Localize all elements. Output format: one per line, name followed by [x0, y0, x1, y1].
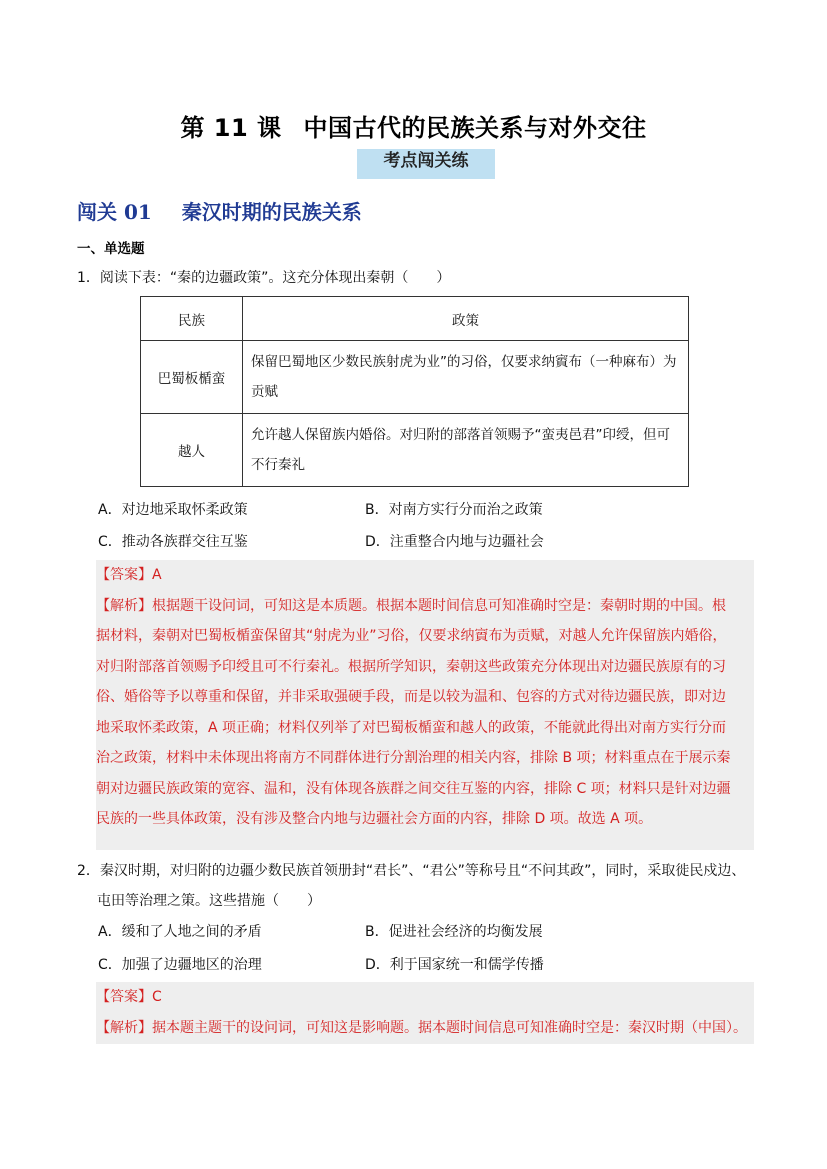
option-b: B．促进社会经济的均衡发展 [365, 924, 543, 940]
answer-block-2 [96, 982, 754, 1044]
option-c: C．推动各族群交往互鉴 [98, 534, 248, 550]
answer-tag: 【答案】 [96, 989, 152, 1005]
analysis-tag: 【解析】 [96, 597, 152, 614]
analysis-line [96, 591, 754, 622]
answer-value: A [152, 567, 162, 583]
section-heading [77, 196, 362, 225]
question-stem-line: 屯田等治理之策。这些措施（ ） [97, 893, 321, 909]
analysis-line: 对归附部落首领赐予印绶且可不行秦礼。根据所学知识，秦朝这些政策充分体现出对边疆民族原有的习 [96, 658, 726, 675]
table-row [141, 414, 689, 487]
option-a: A．对边地采取怀柔政策 [98, 502, 248, 518]
analysis-tag: 【解析】 [96, 1019, 152, 1036]
table-cell-policy: 保留巴蜀地区少数民族射虎为业”的习俗，仅要求纳賨布（一种麻布）为贡赋 [243, 341, 689, 414]
subtitle-badge: 考点闯关练 [357, 149, 495, 179]
analysis-line: 民族的一些具体政策，没有涉及整合内地与边疆社会方面的内容，排除 D 项。故选 A 项。 [96, 811, 653, 827]
analysis-text: 根据题干设问词，可知这是本质题。根据本题时间信息可知准确时空是：秦朝时期的中国。根 [152, 597, 726, 614]
answer-line [96, 560, 754, 591]
option-d: D．利于国家统一和儒学传播 [365, 957, 544, 973]
option-c: C．加强了边疆地区的治理 [98, 957, 262, 973]
analysis-text: 据本题主题干的设问词，可知这是影响题。据本题时间信息可知准确时空是：秦汉时期（中国）。 [152, 1019, 747, 1036]
analysis-line: 朝对边疆民族政策的宽容、温和，没有体现各族群之间交往互鉴的内容，排除 C 项；材料只是针对边疆 [96, 780, 731, 797]
table-cell-policy: 允许越人保留族内婚俗。对归附的部落首领赐予“蛮夷邑君”印绶，但可不行秦礼 [243, 414, 689, 487]
page-title [0, 108, 827, 143]
answer-tag: 【答案】 [96, 567, 152, 583]
section-number: 闯关 01 [77, 200, 152, 224]
answer-value: C [152, 989, 162, 1005]
table-header-people: 民族 [141, 297, 243, 341]
analysis-line: 俗、婚俗等予以尊重和保留，并非采取强硬手段，而是以较为温和、包容的方式对待边疆民族，即对边 [96, 689, 726, 705]
answer-block-1 [96, 560, 754, 850]
lesson-number: 第 11 课 [180, 114, 282, 142]
question-stem-line: 2．秦汉时期，对归附的边疆少数民族首领册封“君长”、“君公”等称号且“不问其政”，同时，采取徙民戍边、 [77, 863, 746, 879]
table-cell-people: 越人 [141, 414, 243, 487]
section-title: 秦汉时期的民族关系 [181, 200, 362, 224]
analysis-line [96, 1013, 754, 1044]
question-2-stem [77, 856, 777, 916]
table-row [141, 341, 689, 414]
analysis-line: 地采取怀柔政策，A 项正确；材料仅列举了对巴蜀板楯蛮和越人的政策，不能就此得出对南方实行分而 [96, 719, 727, 736]
table-header-policy: 政策 [243, 297, 689, 341]
table-cell-people: 巴蜀板楯蛮 [141, 341, 243, 414]
option-a: A．缓和了人地之间的矛盾 [98, 924, 262, 940]
table-header-row [141, 297, 689, 341]
option-d: D．注重整合内地与边疆社会 [365, 534, 544, 550]
question-stem-line: 1．阅读下表：“秦的边疆政策”。这充分体现出秦朝（ ） [77, 270, 451, 286]
policy-table [140, 296, 689, 487]
option-b: B．对南方实行分而治之政策 [365, 502, 543, 518]
question-1-stem [77, 266, 777, 290]
analysis-line: 据材料，秦朝对巴蜀板楯蛮保留其“射虎为业”习俗，仅要求纳賨布为贡赋，对越人允许保留族内婚俗， [96, 628, 727, 644]
part-heading: 一、单选题 [77, 241, 145, 257]
lesson-title: 中国古代的民族关系与对外交往 [303, 114, 647, 142]
analysis-line: 治之政策，材料中未体现出将南方不同群体进行分割治理的相关内容，排除 B 项；材料重点在于展示秦 [96, 750, 731, 766]
answer-line [96, 982, 754, 1013]
